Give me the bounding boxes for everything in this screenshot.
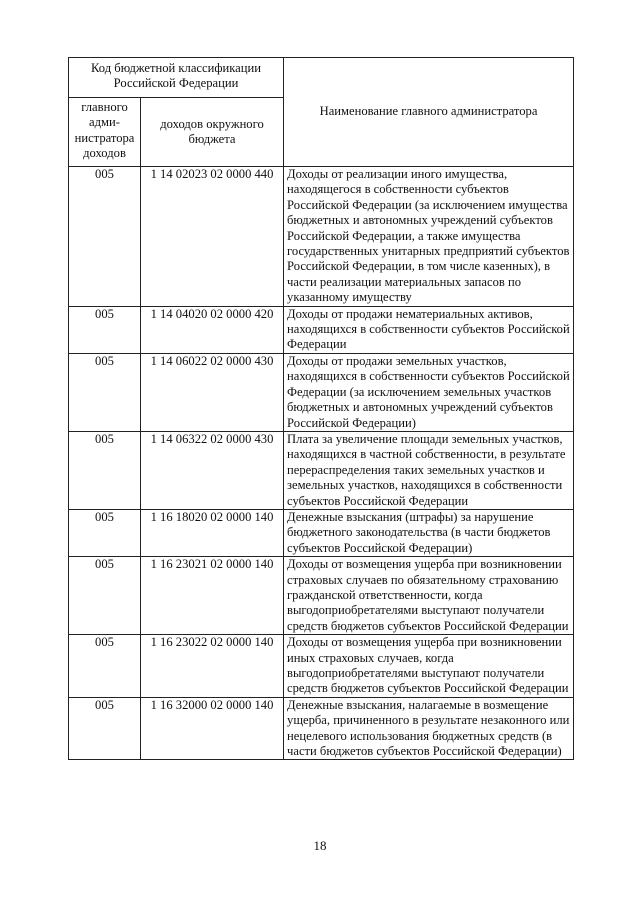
header-district-budget-income: доходов окружного бюджета (141, 98, 284, 167)
header-administrator-name: Наименование главного администратора (284, 58, 574, 167)
income-name-cell: Доходы от возмещения ущерба при возникновении иных страховых случаев, когда выгодоприобретателями выступают получатели средств бюджетов субъектов Российской Федерации (284, 635, 574, 698)
admin-code-cell: 005 (69, 557, 141, 635)
budget-code-cell: 1 16 32000 02 0000 140 (141, 697, 284, 760)
budget-code-cell: 1 14 06322 02 0000 430 (141, 431, 284, 509)
admin-code-cell: 005 (69, 635, 141, 698)
table-row (69, 557, 574, 635)
admin-code-cell: 005 (69, 167, 141, 307)
budget-code-cell: 1 16 23022 02 0000 140 (141, 635, 284, 698)
table-row (69, 167, 574, 307)
income-name-cell: Денежные взыскания (штрафы) за нарушение бюджетного законодательства (в части бюджетов субъектов Российской Федерации) (284, 509, 574, 556)
budget-code-cell: 1 14 06022 02 0000 430 (141, 353, 284, 431)
admin-code-cell: 005 (69, 306, 141, 353)
income-name-cell: Доходы от возмещения ущерба при возникновении страховых случаев по обязательному страхованию гражданской ответственности, когда выгодоприобретателями выступают получатели средств бюджетов субъектов Российской Федерации (284, 557, 574, 635)
income-name-cell: Денежные взыскания, налагаемые в возмещение ущерба, причиненного в результате незаконного или нецелевого использования бюджетных средств (в части бюджетов субъектов Российской Федерации) (284, 697, 574, 760)
table-row (69, 635, 574, 698)
table-row (69, 306, 574, 353)
income-name-cell: Доходы от продажи нематериальных активов, находящихся в собственности субъектов Российской Федерации (284, 306, 574, 353)
admin-code-cell: 005 (69, 353, 141, 431)
table-row (69, 509, 574, 556)
table-row (69, 353, 574, 431)
table-row (69, 697, 574, 760)
income-name-cell: Плата за увеличение площади земельных участков, находящихся в частной собственности, в результате перераспределения таких земельных участков и земельных участков, находящихся в собственности субъектов Российской Федерации (284, 431, 574, 509)
income-name-cell: Доходы от реализации иного имущества, находящегося в собственности субъектов Российской Федерации (за исключением имущества бюджетных и автономных учреждений субъектов Российской Федерации, а также имущества государственных унитарных предприятий субъектов Российской Федерации, в том числе казенных), в части реализации материальных запасов по указанному имуществу (284, 167, 574, 307)
budget-classification-table (68, 57, 574, 760)
header-budget-classification-code: Код бюджетной классификации Российской Федерации (69, 58, 284, 98)
budget-code-cell: 1 16 23021 02 0000 140 (141, 557, 284, 635)
admin-code-cell: 005 (69, 431, 141, 509)
budget-code-cell: 1 14 04020 02 0000 420 (141, 306, 284, 353)
page-number: 18 (313, 838, 327, 853)
table-row (69, 431, 574, 509)
budget-code-cell: 1 14 02023 02 0000 440 (141, 167, 284, 307)
admin-code-cell: 005 (69, 509, 141, 556)
budget-code-cell: 1 16 18020 02 0000 140 (141, 509, 284, 556)
header-main-administrator: главного адми-нистратора доходов (69, 98, 141, 167)
admin-code-cell: 005 (69, 697, 141, 760)
table-body (69, 167, 574, 760)
income-name-cell: Доходы от продажи земельных участков, находящихся в собственности субъектов Российской Федерации (за исключением земельных участков бюджетных и автономных учреждений субъектов Российской Федерации) (284, 353, 574, 431)
table-header (69, 58, 574, 167)
